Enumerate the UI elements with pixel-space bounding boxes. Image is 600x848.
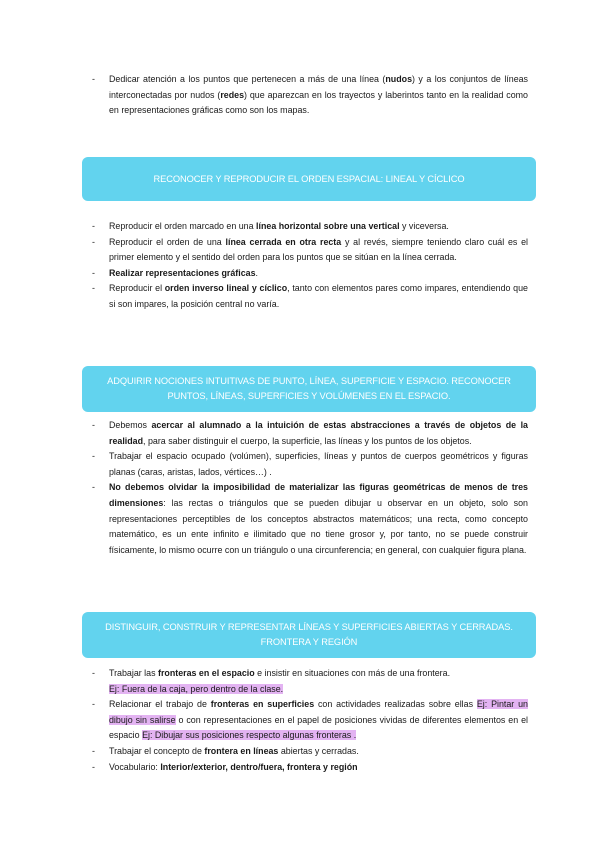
intro-list [92, 72, 528, 119]
list-item: - Dedicar atención a los puntos que pertenecen a más de una línea (nudos) y a los conjuntos de líneas interconectadas por nudos (redes) que aparezcan en los trayectos y laberintos tanto en la realidad como en representaciones gráficas como son los mapas. [92, 72, 528, 119]
list-item: - Vocabulario: Interior/exterior, dentro/fuera, frontera y región [92, 760, 528, 776]
list-item: - Reproducir el orden inverso lineal y cíclico, tanto con elementos pares como impares, entendiendo que si son impares, la posición central no varía. [92, 281, 528, 312]
list-item: - Relacionar el trabajo de fronteras en superficies con actividades realizadas sobre ellas Ej: Pintar un dibujo sin salirse o con representaciones en el papel de posiciones vividas de diferentes elementos en el espacio Ej: Dibujar sus posiciones respecto algunas fronteras . [92, 697, 528, 744]
section-title: DISTINGUIR, CONSTRUIR Y REPRESENTAR LÍNEAS Y SUPERFICIES ABIERTAS Y CERRADAS. FRONTERA Y REGIÓN [105, 622, 513, 647]
list-item: - Reproducir el orden de una línea cerrada en otra recta y al revés, siempre teniendo claro cuál es el primer elemento y el sentido del orden para los puntos que se sitúan en la línea cerrada. [92, 235, 528, 266]
fronteras-list [92, 666, 528, 775]
list-item: - No debemos olvidar la imposibilidad de materializar las figuras geométricas de menos de tres dimensiones: las rectas o triángulos que se pueden dibujar u observar en un objeto, solo son representaciones perceptibles de los conceptos abstractos matemáticos; una recta, como concepto matemático, es un ente infinito e ilimitado que no tiene grosor y, por tanto, no se puede construir físicamente, lo mismo ocurre con un triángulo o una circunferencia; en general, con cualquier figura plana. [92, 480, 528, 558]
list-item: - Realizar representaciones gráficas. [92, 266, 528, 282]
highlighted-example: Ej: Dibujar sus posiciones respecto algunas fronteras . [142, 730, 357, 741]
highlighted-example: Ej: Fuera de la caja, pero dentro de la clase. [109, 683, 284, 694]
list-item: - Trabajar las fronteras en el espacio e insistir en situaciones con más de una frontera. Ej: Fuera de la caja, pero dentro de la clase. [92, 666, 528, 697]
list-item: - Trabajar el concepto de frontera en líneas abiertas y cerradas. [92, 744, 528, 760]
section-heading-orden-espacial [82, 157, 536, 201]
section-heading-fronteras [82, 612, 536, 658]
highlighted-example: Ej: Pintar un dibujo sin salirse [109, 699, 528, 725]
nociones-list [92, 418, 528, 558]
orden-espacial-list [92, 219, 528, 313]
section-title: RECONOCER Y REPRODUCIR EL ORDEN ESPACIAL: LINEAL Y CÍCLICO [153, 173, 465, 184]
list-item: - Debemos acercar al alumnado a la intuición de estas abstracciones a través de objetos de la realidad, para saber distinguir el cuerpo, la superficie, las líneas y los puntos de los objetos. [92, 418, 528, 449]
list-item: - Reproducir el orden marcado en una línea horizontal sobre una vertical y viceversa. [92, 219, 528, 235]
section-heading-nociones-intuitivas [82, 366, 536, 412]
section-title: ADQUIRIR NOCIONES INTUITIVAS DE PUNTO, LÍNEA, SUPERFICIE Y ESPACIO. RECONOCER PUNTOS, LÍNEAS, SUPERFICIES Y VOLÚMENES EN EL ESPACIO. [107, 376, 511, 401]
list-item: - Trabajar el espacio ocupado (volúmen), superficies, líneas y puntos de cuerpos geométricos y figuras planas (caras, aristas, lados, vértices…) . [92, 449, 528, 480]
